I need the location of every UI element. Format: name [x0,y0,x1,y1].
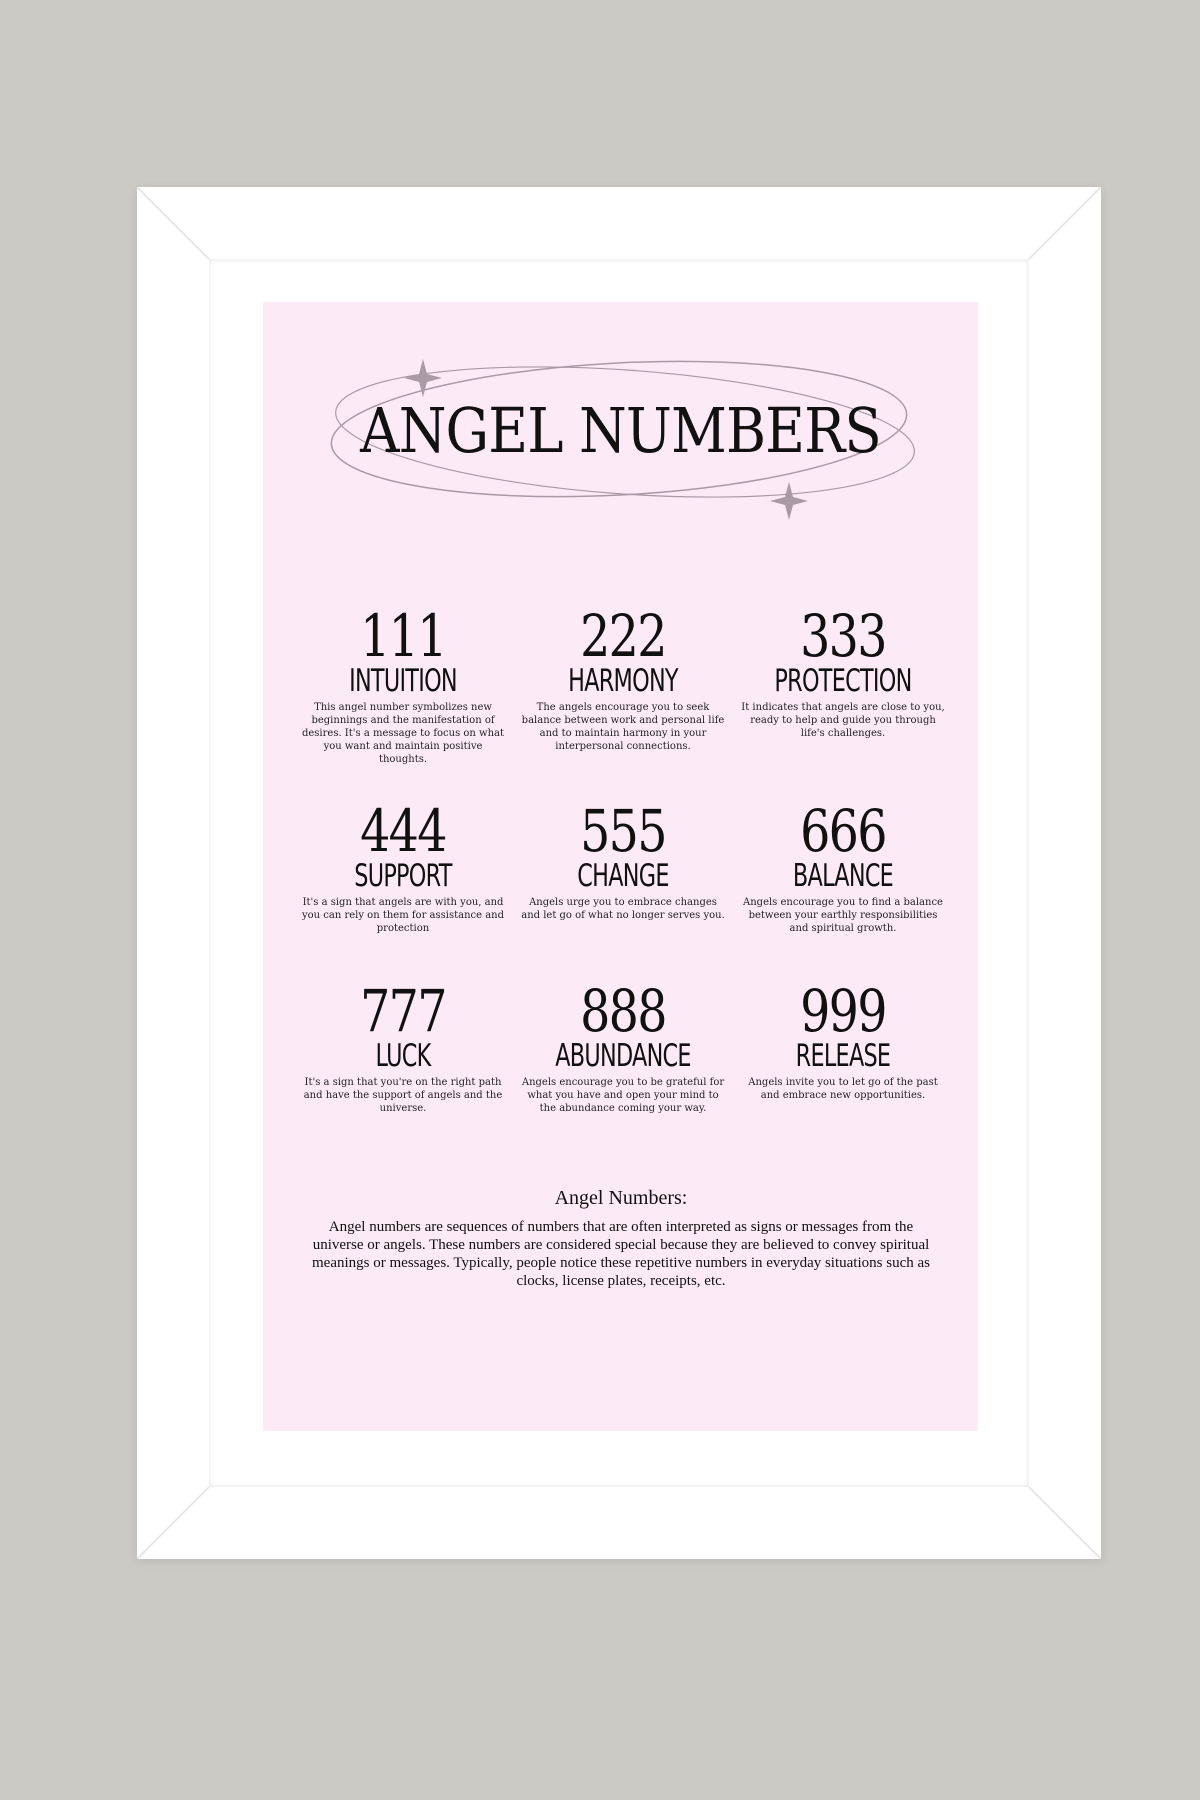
angel-description: Angels encourage you to be grateful for what you have and open your mind to the abundance coming your way. [521,1077,725,1114]
angel-number: 666 [800,797,886,865]
angel-description: Angels invite you to let go of the past and embrace new opportunities. [748,1077,938,1101]
angel-description: The angels encourage you to seek balance between work and personal life and to maintain harmony in your interpersonal connections. [521,702,725,752]
angel-meaning: CHANGE [577,858,669,894]
angel-number: 999 [800,977,886,1045]
angel-number: 222 [580,602,666,670]
angel-description: It's a sign that you're on the right path and have the support of angels and the universe. [303,1077,503,1114]
angel-number: 777 [360,977,446,1045]
angel-number: 111 [360,602,446,670]
poster-title: ANGEL NUMBERS [360,394,881,467]
angel-description: It's a sign that angels are with you, and you can rely on them for assistance and protection [301,897,505,934]
angel-meaning: BALANCE [792,858,894,894]
angel-meaning: LUCK [375,1038,431,1074]
angel-description: Angels urge you to embrace changes and let go of what no longer serves you. [521,897,725,921]
angel-meaning: HARMONY [568,663,678,699]
about-text: Angel numbers are sequences of numbers that are often interpreted as signs or messages from the universe or angels. These numbers are considered special because they are believed to convey spiritual meanings or messages. Typically, people notice these repetitive numbers in everyday situations such as clocks, license plates, receipts, etc. [312,1219,930,1289]
card-222 [513,602,733,753]
angel-description: This angel number symbolizes new beginnings and the manifestation of desires. It's a message to focus on what you want and maintain positive thoughts. [301,702,505,765]
angel-meaning: INTUITION [349,663,457,699]
about-heading: Angel Numbers: [554,1187,688,1209]
card-111 [293,602,513,766]
card-999 [733,977,953,1102]
card-333 [733,602,953,740]
angel-description: It indicates that angels are close to you, ready to help and guide you through life's challenges. [741,702,945,739]
angel-number: 555 [580,797,666,865]
angel-description: Angels encourage you to find a balance between your earthly responsibilities and spiritual growth. [743,897,943,934]
card-777 [293,977,513,1115]
angel-number: 444 [360,797,446,865]
angel-meaning: PROTECTION [774,663,912,699]
card-888 [513,977,733,1115]
card-555 [513,797,733,922]
angel-number: 888 [580,977,666,1045]
angel-meaning: RELEASE [795,1038,891,1074]
angel-meaning: SUPPORT [354,858,452,894]
angel-meaning: ABUNDANCE [555,1038,691,1074]
about-section [311,1187,931,1290]
angel-numbers-poster [263,302,978,1431]
sparkle-left-icon [404,359,442,397]
angel-number: 333 [800,602,886,670]
card-666 [733,797,953,935]
card-444 [293,797,513,935]
sparkle-right-icon [770,482,808,520]
